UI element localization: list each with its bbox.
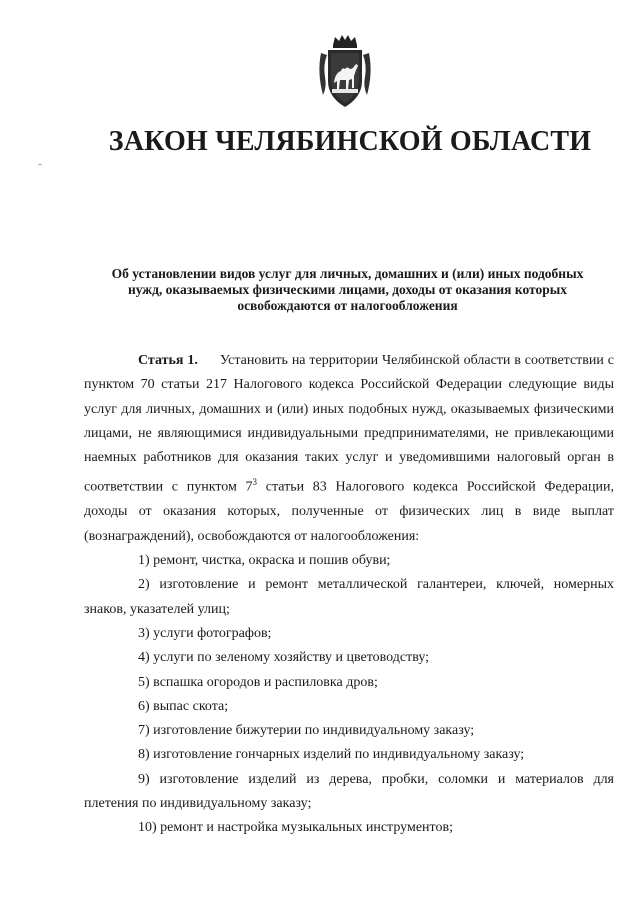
stray-mark [38,164,42,165]
list-item: 1) ремонт, чистка, окраска и пошив обуви; [138,553,391,569]
list-item: 7) изготовление бижутерии по индивидуальному заказу; [138,723,475,739]
law-subtitle [100,266,595,314]
list-item: 10) ремонт и настройка музыкальных инструментов; [138,820,453,836]
list-item: 5) вспашка огородов и распиловка дров; [138,674,378,690]
subtitle-line: освобождаются от налогообложения [237,298,458,313]
article-body [84,349,614,841]
article-intro-superscript: 3 [252,477,258,488]
list-item: 6) выпас скота; [138,698,229,714]
article-intro-text-end: статьи 83 Налогового кодекса Российской Федерации, доходы от оказания которых, полученные от физических лиц в виде выплат (вознаграждений), освобождаются от налогообложения: [84,480,614,544]
subtitle-line: нужд, оказываемых физическими лицами, доходы от оказания которых [127,282,568,297]
coat-of-arms-icon [313,33,377,113]
list-item: 3) услуги фотографов; [138,625,272,641]
subtitle-line: Об установлении видов услуг для личных, домашних и (или) иных подобных [111,266,584,281]
list-item: 8) изготовление гончарных изделий по индивидуальному заказу; [138,747,525,763]
list-item: 9) изготовление изделий из дерева, пробки, соломки и материалов для плетения по индивидуальному заказу; [84,771,614,811]
list-item: 2) изготовление и ремонт металлической галантереи, ключей, номерных знаков, указателей улиц; [84,577,614,617]
list-item: 4) услуги по зеленому хозяйству и цветоводству; [138,650,430,666]
article-heading: Статья 1. [138,353,198,368]
article-intro-text: Установить на территории Челябинской области в соответствии с пунктом 70 статьи 217 Налогового кодекса Российской Федерации следующие виды услуг для личных, домашних и (или) иных подобных нужд, оказываемых физическими лицами, не являющимися индивидуальными предпринимателями, не привлекающими наемных работников для оказания таких услуг и уведомившими налоговый орган в соответствии с пунктом 7 [84,353,615,496]
article-intro [84,349,614,549]
law-title: ЗАКОН ЧЕЛЯБИНСКОЙ ОБЛАСТИ [108,126,592,157]
